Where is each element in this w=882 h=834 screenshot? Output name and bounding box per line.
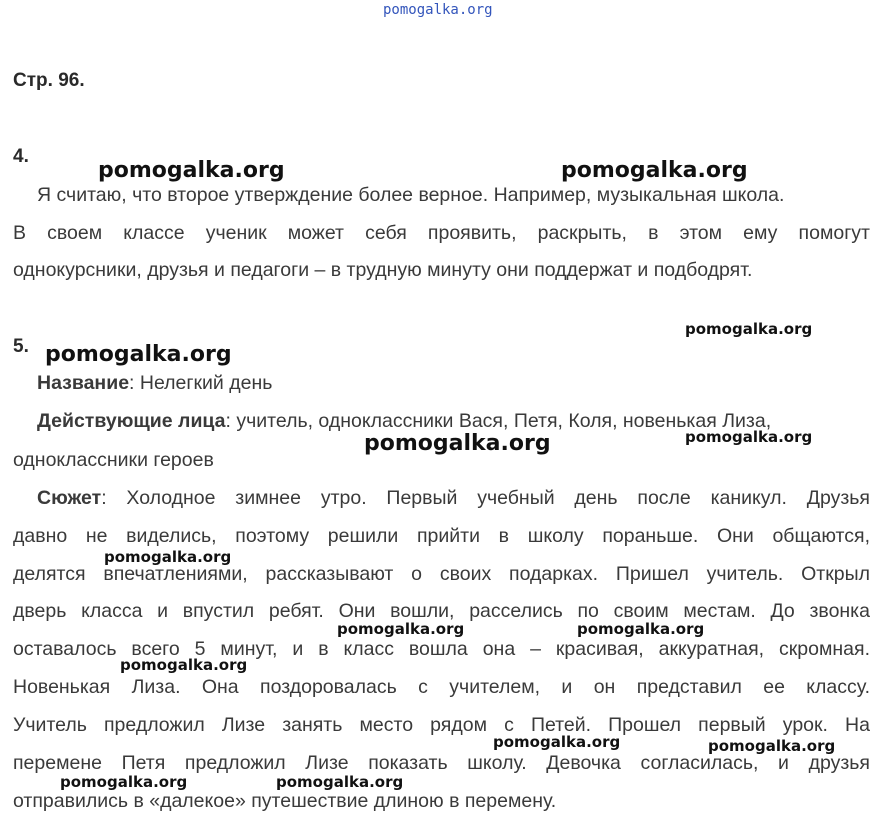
watermark: pomogalka.org bbox=[364, 431, 551, 456]
plot-label: Сюжет bbox=[37, 487, 102, 509]
task-4-number: 4. bbox=[13, 146, 29, 167]
story-title-label: Название bbox=[37, 372, 130, 394]
watermark: pomogalka.org bbox=[104, 548, 232, 566]
plot-line: Учитель предложил Лизе занять место рядом с Петей. Прошел первый урок. На bbox=[13, 714, 870, 736]
story-plot bbox=[37, 485, 870, 511]
watermark: pomogalka.org bbox=[60, 773, 188, 791]
task-4-line: В своем классе ученик может себя проявить, раскрыть, в этом ему помогут bbox=[13, 222, 870, 244]
watermark: pomogalka.org bbox=[493, 733, 621, 751]
watermark: pomogalka.org bbox=[45, 342, 232, 367]
watermark: pomogalka.org bbox=[120, 656, 248, 674]
plot-line: Новенькая Лиза. Она поздоровалась с учителем, и он представил ее классу. bbox=[13, 676, 870, 698]
task-4-line: однокурсники, друзья и педагоги – в трудную минуту они поддержат и подбодрят. bbox=[13, 259, 753, 281]
site-watermark-top: pomogalka.org bbox=[383, 2, 493, 18]
watermark: pomogalka.org bbox=[577, 620, 705, 638]
task-5-number: 5. bbox=[13, 336, 29, 357]
watermark: pomogalka.org bbox=[98, 158, 285, 183]
story-characters-cont: одноклассники героев bbox=[13, 449, 214, 471]
watermark: pomogalka.org bbox=[561, 158, 748, 183]
plot-line: делятся впечатлениями, рассказывают о своих подарках. Пришел учитель. Открыл bbox=[13, 563, 870, 585]
plot-first-line: : Холодное зимнее утро. Первый учебный день после каникул. Друзья bbox=[101, 487, 870, 509]
plot-line: дверь класса и впустил ребят. Они вошли, расселись по своим местам. До звонка bbox=[13, 600, 870, 622]
task-4-line: Я считаю, что второе утверждение более верное. Например, музыкальная школа. bbox=[37, 184, 785, 206]
watermark: pomogalka.org bbox=[708, 737, 836, 755]
watermark: pomogalka.org bbox=[685, 428, 813, 446]
watermark: pomogalka.org bbox=[337, 620, 465, 638]
characters-label: Действующие лица bbox=[37, 410, 226, 432]
story-title-value: : Нелегкий день bbox=[129, 372, 273, 394]
plot-line: перемене Петя предложил Лизе показать школу. Девочка согласилась, и друзья bbox=[13, 752, 870, 774]
plot-line: давно не виделись, поэтому решили прийти в школу пораньше. Они общаются, bbox=[13, 525, 870, 547]
watermark: pomogalka.org bbox=[685, 320, 813, 338]
watermark: pomogalka.org bbox=[276, 773, 404, 791]
plot-line: оставалось всего 5 минут, и в класс вошла она – красивая, аккуратная, скромная. bbox=[13, 638, 870, 660]
characters-value: : учитель, одноклассники Вася, Петя, Коля, новенькая Лиза, bbox=[225, 410, 772, 432]
plot-line: отправились в «далекое» путешествие длиною в перемену. bbox=[13, 790, 557, 812]
story-title bbox=[37, 370, 870, 396]
page-label: Стр. 96. bbox=[13, 70, 85, 91]
